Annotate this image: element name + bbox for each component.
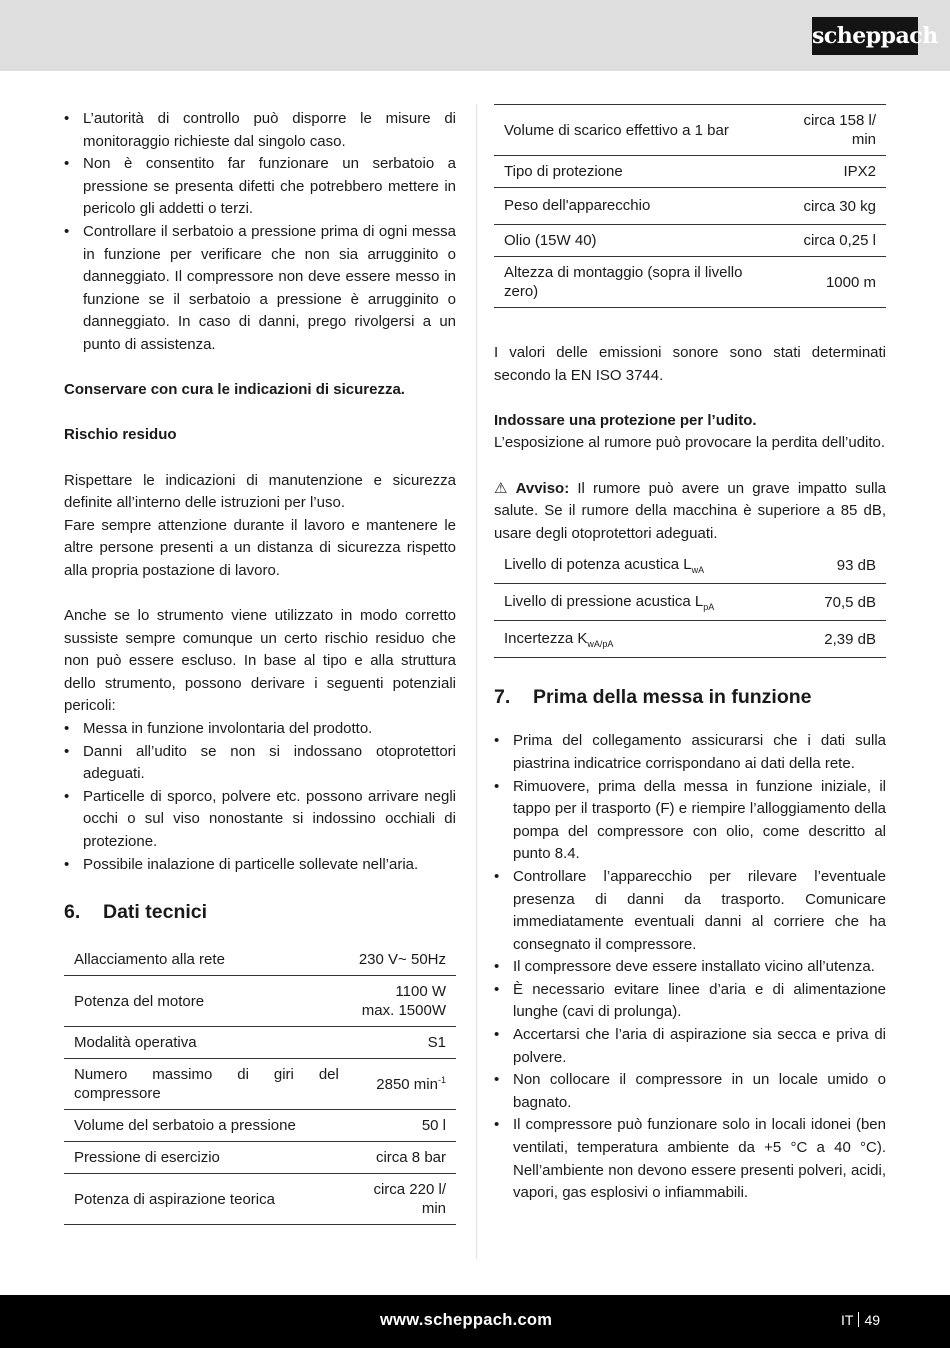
value-line: circa 220 l/ xyxy=(373,1181,446,1199)
list-item: • Il compressore deve essere installato vicino all’utenza. xyxy=(494,956,886,979)
noise-intro: I valori delle emissioni sonore sono stati determinati secondo la EN ISO 3744. xyxy=(494,344,886,384)
safety-bullet-list xyxy=(64,108,456,357)
label-text: Livello di potenza acustica L xyxy=(504,556,692,574)
table-row xyxy=(64,1027,456,1059)
table-cell-value xyxy=(349,1174,456,1225)
section-number: 6. xyxy=(64,901,81,924)
table-cell-value: 93 dB xyxy=(793,547,886,584)
noise-table xyxy=(494,547,886,658)
table-row xyxy=(494,156,886,188)
list-item: • Il compressore può funzionare solo in locali idonei (ben ventilati, temperatura ambiente da +5 °C a 40 °C). Nell’ambiente non devono essere presenti polveri, acidi, vapori, gas esplosivi o infiammabili. xyxy=(494,1114,886,1204)
subscript: wA/pA xyxy=(587,639,614,650)
table-cell-value: 50 l xyxy=(349,1110,456,1142)
list-item: • Controllare l’apparecchio per rilevare l’eventuale presenza di danni da trasporto. Comunicare immediatamente eventuali danni al corriere che ha consegnato il compressore. xyxy=(494,866,886,956)
warning-text: Il rumore può avere un grave impatto sulla salute. Se il rumore della macchina è superiore a 85 dB, usare degli otoprotettori adeguati. xyxy=(494,479,886,542)
table-cell-label: Peso dell'apparecchio xyxy=(494,188,784,225)
separator xyxy=(858,1312,859,1327)
language-code: IT xyxy=(841,1312,854,1328)
warning-triangle-icon: ⚠ xyxy=(494,479,508,497)
table-cell-value: 1000 m xyxy=(784,257,886,308)
list-item: • Non è consentito far funzionare un serbatoio a pressione se presenta difetti che potrebbero mettere in pericolo gli addetti o terzi. xyxy=(64,153,456,221)
list-item: • Non collocare il compressore in un locale umido o bagnato. xyxy=(494,1069,886,1114)
value-line: max. 1500W xyxy=(361,1002,446,1020)
hazard-list xyxy=(64,718,456,876)
section-title: Dati tecnici xyxy=(103,901,208,924)
header-band xyxy=(0,0,950,71)
section-number: 7. xyxy=(494,686,511,709)
table-cell-label xyxy=(494,584,793,621)
table-row xyxy=(494,105,886,156)
table-row xyxy=(64,1174,456,1225)
table-cell-value: 230 V~ 50Hz xyxy=(349,944,456,976)
table-cell-value: IPX2 xyxy=(784,156,886,188)
list-item: • Accertarsi che l’aria di aspirazione sia secca e priva di polvere. xyxy=(494,1024,886,1069)
table-cell-value: 70,5 dB xyxy=(793,584,886,621)
table-cell-label: Altezza di montaggio (sopra il livello zero) xyxy=(494,257,784,308)
table-row xyxy=(64,944,456,976)
table-cell-value: circa 0,25 l xyxy=(784,225,886,257)
residual-risk-heading: Rischio residuo xyxy=(64,426,177,444)
list-item: • È necessario evitare linee d’aria e di alimentazione lunghe (cavi di prolunga). xyxy=(494,979,886,1024)
hearing-protection-text: L’esposizione al rumore può provocare la perdita dell’udito. xyxy=(494,434,886,452)
value-line: min xyxy=(851,131,876,148)
table-cell-label: Pressione di esercizio xyxy=(64,1142,349,1174)
value-line: 1100 W xyxy=(395,983,446,1001)
label-text: Incertezza K xyxy=(504,630,588,648)
value-line: circa 158 l/ xyxy=(803,112,876,129)
residual-paragraph: Anche se lo strumento viene utilizzato in modo corretto sussiste sempre comunque un certo rischio residuo che non può essere escluso. In base al tipo e alla struttura dello strumento, possono derivare i seguenti potenziali pericoli: xyxy=(64,607,456,715)
table-cell-value: circa 30 kg xyxy=(784,188,886,225)
table-row xyxy=(494,547,886,584)
keep-safety-note: Conservare con cura le indicazioni di sicurezza. xyxy=(64,381,405,399)
table-cell-value xyxy=(349,976,456,1027)
section-title: Prima della messa in funzione xyxy=(533,686,812,709)
tech-data-table-continued xyxy=(494,104,886,308)
label-text: Livello di pressione acustica L xyxy=(504,593,704,611)
subscript: wA xyxy=(691,565,705,576)
list-item: • Prima del collegamento assicurarsi che i dati sulla piastrina indicatrice corrispondano ai dati della rete. xyxy=(494,730,886,775)
subscript: pA xyxy=(703,602,715,613)
residual-paragraph: Rispettare le indicazioni di manutenzione e sicurezza definite all’interno delle istruzioni per l’uso. xyxy=(64,471,456,512)
table-row xyxy=(64,1110,456,1142)
table-cell-value: 2,39 dB xyxy=(793,621,886,658)
list-item: • L’autorità di controllo può disporre le misure di monitoraggio richieste dal singolo caso. xyxy=(64,108,456,153)
table-cell-value: S1 xyxy=(349,1027,456,1059)
value-text: 2850 min xyxy=(376,1075,438,1093)
value-line: min xyxy=(421,1200,446,1218)
list-item: • Messa in funzione involontaria del prodotto. xyxy=(64,718,456,741)
tech-data-table xyxy=(64,944,456,1225)
list-item: • Danni all’udito se non si indossano otoprotettori adeguati. xyxy=(64,741,456,786)
hearing-protection-heading: Indossare una protezione per l’udito. xyxy=(494,411,757,429)
table-cell-label: Numero massimo di giri del compressore xyxy=(64,1059,349,1110)
page-number: 49 xyxy=(864,1312,881,1328)
column-divider xyxy=(476,104,477,1259)
table-row xyxy=(64,1059,456,1110)
residual-paragraph: Fare sempre attenzione durante il lavoro e mantenere le altre persone presenti a un distanza di sicurezza rispetto alla propria postazione di lavoro. xyxy=(64,516,456,579)
table-cell-label: Volume di scarico effettivo a 1 bar xyxy=(494,105,784,156)
table-row xyxy=(494,188,886,225)
table-row xyxy=(64,1142,456,1174)
warning-paragraph xyxy=(494,478,886,546)
warning-label: Avviso: xyxy=(515,479,570,497)
left-column xyxy=(64,108,456,1225)
table-cell-label: Olio (15W 40) xyxy=(494,225,784,257)
table-cell-label xyxy=(494,547,793,584)
table-cell-value xyxy=(784,105,886,156)
table-cell-value xyxy=(349,1059,456,1110)
table-cell-label: Potenza del motore xyxy=(64,976,349,1027)
page-indicator xyxy=(841,1308,880,1332)
table-row xyxy=(64,976,456,1027)
table-row xyxy=(494,584,886,621)
footer-website-link[interactable]: www.scheppach.com xyxy=(380,1311,553,1329)
brand-logo: scheppach xyxy=(812,17,918,55)
table-cell-label: Allacciamento alla rete xyxy=(64,944,349,976)
startup-bullet-list xyxy=(494,730,886,1204)
section-heading-6 xyxy=(64,899,456,925)
table-row xyxy=(494,257,886,308)
table-cell-label: Volume del serbatoio a pressione xyxy=(64,1110,349,1142)
list-item: • Particelle di sporco, polvere etc. possono arrivare negli occhi o sul viso nonostante si indossino occhiali di protezione. xyxy=(64,786,456,854)
table-cell-label: Modalità operativa xyxy=(64,1027,349,1059)
list-item: • Controllare il serbatoio a pressione prima di ogni messa in funzione per verificare che non sia arrugginito o danneggiato. Il compressore non deve essere messo in funzione se il serbatoio a pressione è arrugginito o danneggiato. In caso di danni, prego rivolgersi a un punto di assistenza. xyxy=(64,221,456,357)
right-column xyxy=(494,104,886,1205)
section-heading-7 xyxy=(494,684,886,710)
list-item: • Rimuovere, prima della messa in funzione iniziale, il tappo per il trasporto (F) e riempire l’alloggiamento della pompa del compressore con olio, come descritto al punto 8.4. xyxy=(494,776,886,866)
table-row xyxy=(494,225,886,257)
table-cell-value: circa 8 bar xyxy=(349,1142,456,1174)
footer-band xyxy=(0,1295,950,1348)
unit-superscript: -1 xyxy=(437,1074,446,1085)
table-cell-label: Potenza di aspirazione teorica xyxy=(64,1174,349,1225)
table-cell-label: Tipo di protezione xyxy=(494,156,784,188)
list-item: • Possibile inalazione di particelle sollevate nell’aria. xyxy=(64,854,456,877)
table-cell-label xyxy=(494,621,793,658)
table-row xyxy=(494,621,886,658)
